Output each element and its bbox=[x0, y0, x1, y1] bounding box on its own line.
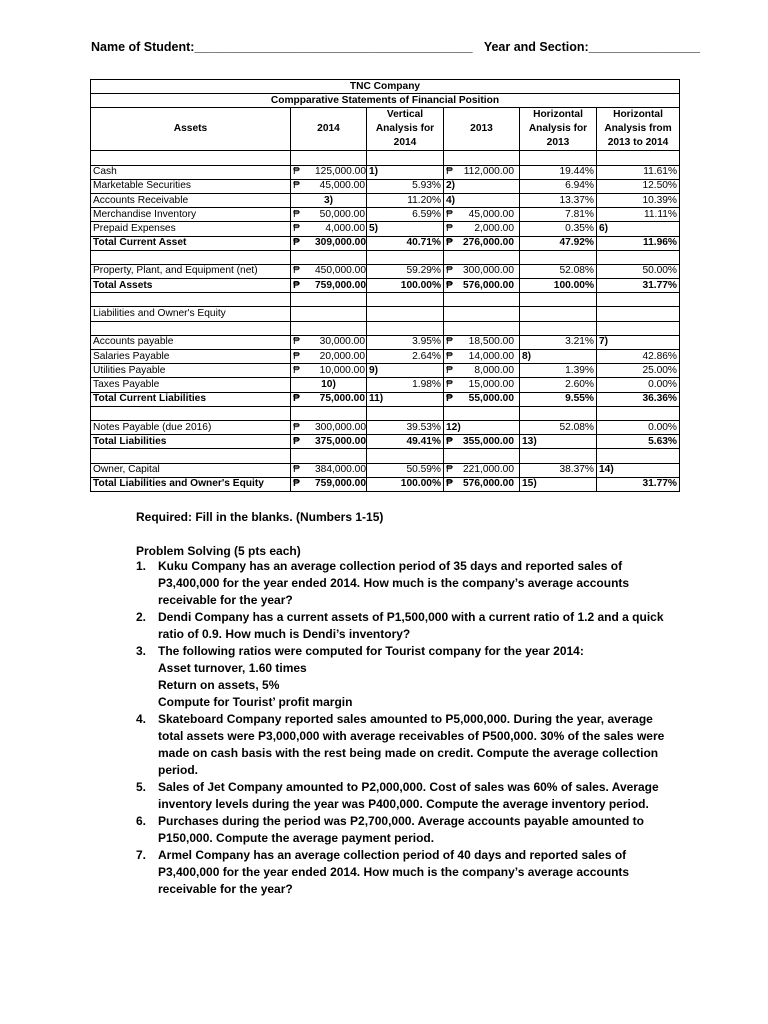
col-header-vertical-2014: Vertical Analysis for 2014 bbox=[367, 108, 444, 151]
table-row bbox=[91, 378, 680, 392]
amount-cell bbox=[291, 364, 367, 378]
empty-cell bbox=[520, 449, 597, 463]
empty-cell bbox=[597, 449, 680, 463]
problem-subline: Asset turnover, 1.60 times bbox=[158, 661, 307, 675]
problem-item bbox=[112, 643, 668, 711]
percent-cell: 40.71% bbox=[367, 236, 444, 250]
table-row bbox=[91, 264, 680, 278]
percent-cell: 50.00% bbox=[597, 264, 680, 278]
spacer-row bbox=[91, 151, 680, 165]
amount-cell bbox=[444, 264, 520, 278]
row-label: Accounts payable bbox=[91, 335, 291, 349]
amount-value: 450,000.00 bbox=[315, 265, 366, 277]
empty-cell bbox=[291, 151, 367, 165]
fill-in-blank[interactable]: 4) bbox=[444, 193, 520, 207]
amount-value: 276,000.00 bbox=[463, 237, 514, 249]
percent-cell: 50.59% bbox=[367, 463, 444, 477]
percent-cell: 13.37% bbox=[520, 193, 597, 207]
spacer-row bbox=[91, 293, 680, 307]
percent-cell: 11.20% bbox=[367, 193, 444, 207]
peso-sign: ₱ bbox=[293, 279, 300, 291]
problem-number: 2. bbox=[136, 610, 147, 624]
peso-sign: ₱ bbox=[293, 336, 300, 348]
empty-cell bbox=[520, 321, 597, 335]
table-row bbox=[91, 392, 680, 406]
empty-cell bbox=[444, 406, 520, 420]
amount-cell bbox=[444, 350, 520, 364]
problem-list bbox=[112, 558, 668, 898]
percent-cell: 6.59% bbox=[367, 208, 444, 222]
empty-cell bbox=[597, 321, 680, 335]
empty-cell bbox=[520, 151, 597, 165]
amount-value: 30,000.00 bbox=[319, 336, 365, 348]
table-row bbox=[91, 435, 680, 449]
amount-cell bbox=[291, 435, 367, 449]
percent-cell: 49.41% bbox=[367, 435, 444, 449]
empty-cell bbox=[520, 250, 597, 264]
empty-cell bbox=[444, 293, 520, 307]
peso-sign: ₱ bbox=[293, 435, 300, 447]
problem-text: Dendi Company has a current assets of P1,500,000 with a current ratio of 1.2 and a quick ratio of 0.9. How much is Dendi’s inventory? bbox=[158, 610, 664, 641]
empty-cell bbox=[291, 307, 367, 321]
amount-value: 576,000.00 bbox=[463, 279, 514, 291]
table-row bbox=[91, 350, 680, 364]
empty-cell bbox=[91, 151, 291, 165]
empty-cell bbox=[91, 293, 291, 307]
problem-solving-title: Problem Solving (5 pts each) bbox=[136, 544, 301, 558]
amount-cell bbox=[291, 463, 367, 477]
financial-position-table bbox=[90, 79, 680, 492]
peso-sign: ₱ bbox=[446, 265, 453, 277]
row-label: Total Liabilities and Owner's Equity bbox=[91, 477, 291, 491]
peso-sign: ₱ bbox=[446, 364, 453, 376]
amount-cell bbox=[291, 279, 367, 293]
row-label: Notes Payable (due 2016) bbox=[91, 420, 291, 434]
fill-in-blank[interactable]: 13) bbox=[520, 435, 597, 449]
row-label: Accounts Receivable bbox=[91, 193, 291, 207]
problem-number: 7. bbox=[136, 848, 147, 862]
year-and-section-field[interactable]: Year and Section:________________ bbox=[483, 40, 700, 54]
peso-sign: ₱ bbox=[446, 222, 453, 234]
row-label: Salaries Payable bbox=[91, 350, 291, 364]
table-row bbox=[91, 193, 680, 207]
amount-value: 2,000.00 bbox=[474, 222, 514, 234]
amount-value: 759,000.00 bbox=[315, 478, 366, 490]
table-row bbox=[91, 307, 680, 321]
spacer-row bbox=[91, 250, 680, 264]
row-label: Total Assets bbox=[91, 279, 291, 293]
amount-value: 45,000.00 bbox=[319, 180, 365, 192]
percent-cell: 2.64% bbox=[367, 350, 444, 364]
percent-cell: 12.50% bbox=[597, 179, 680, 193]
amount-value: 384,000.00 bbox=[315, 464, 366, 476]
problem-item bbox=[112, 711, 668, 779]
row-label: Cash bbox=[91, 165, 291, 179]
table-row bbox=[91, 335, 680, 349]
percent-cell: 6.94% bbox=[520, 179, 597, 193]
peso-sign: ₱ bbox=[293, 464, 300, 476]
row-label: Merchandise Inventory bbox=[91, 208, 291, 222]
problem-item bbox=[112, 847, 668, 898]
amount-value: 125,000.00 bbox=[315, 166, 366, 178]
percent-cell: 100.00% bbox=[520, 279, 597, 293]
amount-cell bbox=[444, 208, 520, 222]
empty-cell bbox=[367, 293, 444, 307]
empty-cell bbox=[597, 307, 680, 321]
percent-cell: 42.86% bbox=[597, 350, 680, 364]
fill-in-blank[interactable]: 12) bbox=[444, 420, 520, 434]
amount-value: 300,000.00 bbox=[315, 421, 366, 433]
peso-sign: ₱ bbox=[446, 378, 453, 390]
table-row bbox=[91, 208, 680, 222]
empty-cell bbox=[291, 250, 367, 264]
amount-value: 309,000.00 bbox=[315, 237, 366, 249]
row-label: Total Current Asset bbox=[91, 236, 291, 250]
amount-cell bbox=[444, 236, 520, 250]
problem-text: Armel Company has an average collection period of 40 days and reported sales of P3,400,000 for the year ended 2014. How much is the company’s average accounts receivable for the year? bbox=[158, 848, 630, 896]
empty-cell bbox=[291, 321, 367, 335]
problem-number: 6. bbox=[136, 814, 147, 828]
amount-value: 112,000.00 bbox=[463, 166, 514, 178]
fill-in-blank[interactable]: 15) bbox=[520, 477, 597, 491]
row-label: Owner, Capital bbox=[91, 463, 291, 477]
empty-cell bbox=[91, 321, 291, 335]
empty-cell bbox=[367, 250, 444, 264]
student-header bbox=[91, 40, 700, 54]
row-label: Property, Plant, and Equipment (net) bbox=[91, 264, 291, 278]
percent-cell: 5.93% bbox=[367, 179, 444, 193]
peso-sign: ₱ bbox=[446, 166, 453, 178]
amount-cell bbox=[291, 420, 367, 434]
table-row bbox=[91, 477, 680, 491]
peso-sign: ₱ bbox=[446, 237, 453, 249]
peso-sign: ₱ bbox=[446, 279, 453, 291]
peso-sign: ₱ bbox=[293, 166, 300, 178]
problem-subline: Return on assets, 5% bbox=[158, 678, 280, 692]
empty-cell bbox=[444, 449, 520, 463]
empty-cell bbox=[597, 250, 680, 264]
percent-cell: 31.77% bbox=[597, 477, 680, 491]
empty-cell bbox=[520, 406, 597, 420]
problem-text: Purchases during the period was P2,700,000. Average accounts payable amounted to P150,000. Compute the average payment period. bbox=[158, 814, 644, 845]
empty-cell bbox=[367, 321, 444, 335]
amount-cell bbox=[444, 435, 520, 449]
percent-cell: 100.00% bbox=[367, 477, 444, 491]
peso-sign: ₱ bbox=[446, 393, 453, 405]
table-row bbox=[91, 420, 680, 434]
amount-value: 15,000.00 bbox=[468, 378, 514, 390]
amount-cell bbox=[444, 364, 520, 378]
percent-cell: 52.08% bbox=[520, 264, 597, 278]
peso-sign: ₱ bbox=[293, 237, 300, 249]
fill-in-blank[interactable]: 14) bbox=[597, 463, 680, 477]
fill-in-blank[interactable]: 6) bbox=[597, 222, 680, 236]
percent-cell: 38.37% bbox=[520, 463, 597, 477]
empty-cell bbox=[597, 293, 680, 307]
empty-cell bbox=[444, 250, 520, 264]
empty-cell bbox=[291, 449, 367, 463]
amount-value: 14,000.00 bbox=[468, 350, 514, 362]
percent-cell: 31.77% bbox=[597, 279, 680, 293]
peso-sign: ₱ bbox=[293, 222, 300, 234]
fill-in-blank[interactable]: 10) bbox=[291, 378, 367, 392]
company-name: TNC Company bbox=[91, 80, 680, 94]
col-header-2013: 2013 bbox=[444, 108, 520, 151]
amount-cell bbox=[444, 222, 520, 236]
fill-in-blank[interactable]: 11) bbox=[367, 392, 444, 406]
row-label: Prepaid Expenses bbox=[91, 222, 291, 236]
problem-text: The following ratios were computed for Tourist company for the year 2014: bbox=[158, 644, 584, 658]
col-header-assets: Assets bbox=[91, 108, 291, 151]
amount-cell bbox=[444, 378, 520, 392]
amount-value: 45,000.00 bbox=[468, 208, 514, 220]
fill-in-blank[interactable]: 2) bbox=[444, 179, 520, 193]
peso-sign: ₱ bbox=[446, 336, 453, 348]
percent-cell: 39.53% bbox=[367, 420, 444, 434]
amount-value: 20,000.00 bbox=[319, 350, 365, 362]
row-label: Utilities Payable bbox=[91, 364, 291, 378]
peso-sign: ₱ bbox=[293, 350, 300, 362]
peso-sign: ₱ bbox=[293, 421, 300, 433]
percent-cell: 47.92% bbox=[520, 236, 597, 250]
table-row bbox=[91, 222, 680, 236]
empty-cell bbox=[91, 449, 291, 463]
percent-cell: 10.39% bbox=[597, 193, 680, 207]
empty-cell bbox=[444, 321, 520, 335]
amount-cell bbox=[291, 350, 367, 364]
problem-item bbox=[112, 779, 668, 813]
empty-cell bbox=[291, 293, 367, 307]
problem-text: Skateboard Company reported sales amounted to P5,000,000. During the year, average total assets were P3,000,000 with average receivables of P500,000. 30% of the sales were made on cash basis with the rest being made on credit. Compute the average collection period. bbox=[158, 712, 665, 777]
amount-value: 10,000.00 bbox=[319, 364, 365, 376]
percent-cell: 11.11% bbox=[597, 208, 680, 222]
row-label: Liabilities and Owner's Equity bbox=[91, 307, 291, 321]
required-instruction: Required: Fill in the blanks. (Numbers 1-15) bbox=[136, 510, 384, 524]
amount-cell bbox=[291, 179, 367, 193]
percent-cell: 59.29% bbox=[367, 264, 444, 278]
percent-cell: 1.98% bbox=[367, 378, 444, 392]
peso-sign: ₱ bbox=[293, 208, 300, 220]
amount-cell bbox=[444, 463, 520, 477]
fill-in-blank[interactable]: 3) bbox=[291, 193, 367, 207]
amount-value: 300,000.00 bbox=[463, 265, 514, 277]
amount-cell bbox=[291, 335, 367, 349]
percent-cell: 2.60% bbox=[520, 378, 597, 392]
fill-in-blank[interactable]: 8) bbox=[520, 350, 597, 364]
empty-cell bbox=[367, 307, 444, 321]
amount-value: 759,000.00 bbox=[315, 279, 366, 291]
percent-cell: 11.96% bbox=[597, 236, 680, 250]
amount-cell bbox=[444, 279, 520, 293]
peso-sign: ₱ bbox=[446, 350, 453, 362]
amount-value: 8,000.00 bbox=[474, 364, 514, 376]
amount-value: 375,000.00 bbox=[315, 435, 366, 447]
peso-sign: ₱ bbox=[293, 393, 300, 405]
peso-sign: ₱ bbox=[293, 265, 300, 277]
amount-cell bbox=[444, 392, 520, 406]
name-of-student-field[interactable]: Name of Student:________________________________________ bbox=[91, 40, 473, 54]
amount-cell bbox=[291, 222, 367, 236]
amount-value: 576,000.00 bbox=[463, 478, 514, 490]
col-header-horizontal-2013-2014: Horizontal Analysis from 2013 to 2014 bbox=[597, 108, 680, 151]
empty-cell bbox=[597, 406, 680, 420]
table-row bbox=[91, 364, 680, 378]
amount-cell bbox=[291, 236, 367, 250]
empty-cell bbox=[367, 449, 444, 463]
problem-item bbox=[112, 558, 668, 609]
percent-cell: 25.00% bbox=[597, 364, 680, 378]
problem-item bbox=[112, 813, 668, 847]
peso-sign: ₱ bbox=[446, 464, 453, 476]
percent-cell: 11.61% bbox=[597, 165, 680, 179]
amount-cell bbox=[291, 165, 367, 179]
peso-sign: ₱ bbox=[293, 180, 300, 192]
amount-cell bbox=[444, 165, 520, 179]
table-row bbox=[91, 279, 680, 293]
percent-cell: 9.55% bbox=[520, 392, 597, 406]
fill-in-blank[interactable]: 5) bbox=[367, 222, 444, 236]
problem-number: 4. bbox=[136, 712, 147, 726]
problem-item bbox=[112, 609, 668, 643]
empty-cell bbox=[367, 151, 444, 165]
amount-value: 355,000.00 bbox=[463, 435, 514, 447]
percent-cell: 3.95% bbox=[367, 335, 444, 349]
table-row bbox=[91, 463, 680, 477]
fill-in-blank[interactable]: 9) bbox=[367, 364, 444, 378]
empty-cell bbox=[91, 250, 291, 264]
table-row bbox=[91, 179, 680, 193]
amount-cell bbox=[291, 264, 367, 278]
amount-value: 221,000.00 bbox=[463, 464, 514, 476]
amount-cell bbox=[291, 477, 367, 491]
spacer-row bbox=[91, 449, 680, 463]
percent-cell: 52.08% bbox=[520, 420, 597, 434]
amount-cell bbox=[444, 335, 520, 349]
amount-cell bbox=[291, 392, 367, 406]
percent-cell: 1.39% bbox=[520, 364, 597, 378]
amount-value: 75,000.00 bbox=[319, 393, 365, 405]
problem-text: Kuku Company has an average collection period of 35 days and reported sales of P3,400,000 for the year ended 2014. How much is the company’s average accounts receivable for the year? bbox=[158, 559, 630, 607]
row-label: Marketable Securities bbox=[91, 179, 291, 193]
percent-cell: 36.36% bbox=[597, 392, 680, 406]
percent-cell: 0.00% bbox=[597, 378, 680, 392]
peso-sign: ₱ bbox=[446, 478, 453, 490]
amount-value: 4,000.00 bbox=[325, 222, 365, 234]
spacer-row bbox=[91, 321, 680, 335]
percent-cell: 5.63% bbox=[597, 435, 680, 449]
empty-cell bbox=[444, 307, 520, 321]
peso-sign: ₱ bbox=[446, 435, 453, 447]
empty-cell bbox=[520, 293, 597, 307]
percent-cell: 100.00% bbox=[367, 279, 444, 293]
fill-in-blank[interactable]: 1) bbox=[367, 165, 444, 179]
peso-sign: ₱ bbox=[293, 364, 300, 376]
table-row bbox=[91, 165, 680, 179]
empty-cell bbox=[91, 406, 291, 420]
amount-value: 18,500.00 bbox=[468, 336, 514, 348]
percent-cell: 0.35% bbox=[520, 222, 597, 236]
percent-cell: 19.44% bbox=[520, 165, 597, 179]
peso-sign: ₱ bbox=[293, 478, 300, 490]
spacer-row bbox=[91, 406, 680, 420]
amount-cell bbox=[291, 208, 367, 222]
peso-sign: ₱ bbox=[446, 208, 453, 220]
amount-cell bbox=[444, 477, 520, 491]
empty-cell bbox=[444, 151, 520, 165]
empty-cell bbox=[367, 406, 444, 420]
problem-number: 5. bbox=[136, 780, 147, 794]
row-label: Total Liabilities bbox=[91, 435, 291, 449]
empty-cell bbox=[291, 406, 367, 420]
col-header-2014: 2014 bbox=[291, 108, 367, 151]
fill-in-blank[interactable]: 7) bbox=[597, 335, 680, 349]
problem-number: 1. bbox=[136, 559, 147, 573]
problem-text: Sales of Jet Company amounted to P2,000,000. Cost of sales was 60% of sales. Average inventory levels during the year was P400,000. Compute the average inventory period. bbox=[158, 780, 659, 811]
problem-subline: Compute for Tourist’ profit margin bbox=[158, 695, 353, 709]
table-row bbox=[91, 236, 680, 250]
amount-value: 50,000.00 bbox=[319, 208, 365, 220]
percent-cell: 3.21% bbox=[520, 335, 597, 349]
statement-title: Compparative Statements of Financial Position bbox=[91, 94, 680, 108]
problem-number: 3. bbox=[136, 644, 147, 658]
amount-value: 55,000.00 bbox=[468, 393, 514, 405]
percent-cell: 7.81% bbox=[520, 208, 597, 222]
row-label: Total Current Liabilities bbox=[91, 392, 291, 406]
col-header-horizontal-2013: Horizontal Analysis for 2013 bbox=[520, 108, 597, 151]
row-label: Taxes Payable bbox=[91, 378, 291, 392]
percent-cell: 0.00% bbox=[597, 420, 680, 434]
empty-cell bbox=[520, 307, 597, 321]
empty-cell bbox=[597, 151, 680, 165]
